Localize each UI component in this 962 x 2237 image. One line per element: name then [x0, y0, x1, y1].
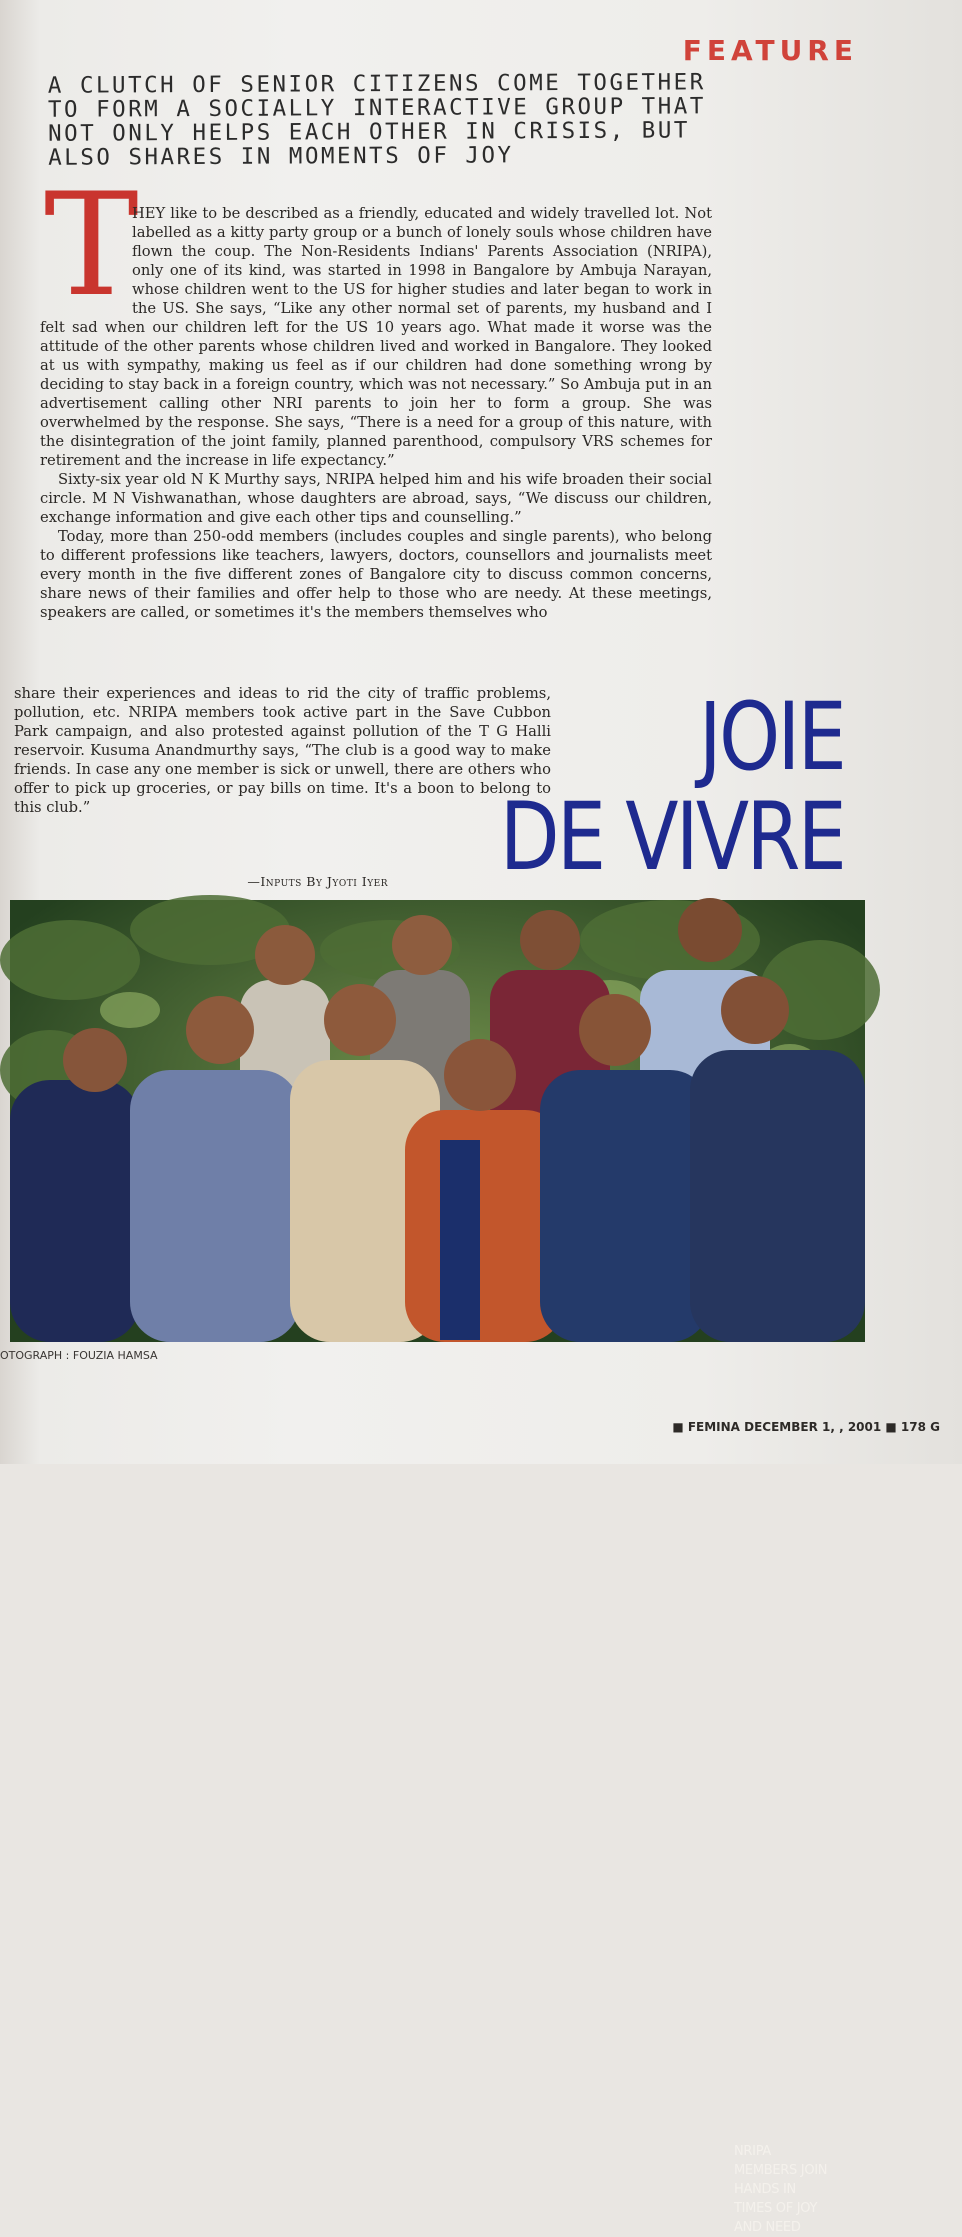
caption-line: MEMBERS JOIN — [734, 2163, 828, 2178]
deck-line: NOT ONLY HELPS EACH OTHER IN CRISIS, BUT — [47, 117, 690, 147]
section-label: FEATURE — [682, 34, 858, 67]
deck-subheadline — [48, 70, 728, 170]
deck-line: A CLUTCH OF SENIOR CITIZENS COME TOGETHER — [47, 69, 706, 99]
caption-line: HANDS IN — [734, 2182, 796, 2197]
paragraph-text: HEY like to be described as a friendly, educated and widely travelled lot. Not labelled as a kitty party group or a bunch of lonely souls whose children have flown the coup. The Non-Residents Indians' Parents Association (NRIPA), only one of its kind, was started in 1998 in Bangalore by Ambuja Narayan, whose children went to the US for higher studies and later began to work in the US. She says, “Like any other normal set of parents, my husband and I felt sad when our children left for the US 10 years ago. What made it worse was the attitude of the other parents whose children lived and worked in Bangalore. They looked at us with sympathy, making us feel as if our children had done something wrong by deciding to stay back in a foreign country, which was not necessary.” So Ambuja put in an advertisement calling other NRI parents to join her to form a group. She was overwhelmed by the response. She says, “There is a need for a group of this nature, with the disintegration of the joint family, planned parenthood, compulsory VRS schemes for retirement and the increase in life expectancy.” — [40, 205, 712, 469]
article-paragraph: share their experiences and ideas to rid the city of traffic problems, pollution, etc. NRIPA members took active part in the Save Cubbon Park campaign, and also protested against pollution of the T G Halli reservoir. Kusuma Anandmurthy says, “The club is a good way to make friends. In case any one member is sick or unwell, there are others who offer to pick up groceries, or pay bills on time. It's a boon to belong to this club.” — [14, 685, 551, 816]
article-body — [40, 204, 712, 622]
article-paragraph: Sixty-six year old N K Murthy says, NRIPA helped him and his wife broaden their social circle. M N Vishwanathan, whose daughters are abroad, says, “We discuss our children, exchange information and give each other tips and counselling.” — [40, 471, 712, 526]
drop-cap: T — [44, 163, 139, 328]
headline-line: DE VIVRE — [499, 783, 844, 892]
deck-line: ALSO SHARES IN MOMENTS OF JOY — [48, 142, 514, 171]
photo-caption — [734, 2142, 864, 2237]
headline — [448, 683, 844, 892]
caption-line: NRIPA — [734, 2144, 771, 2159]
caption-line: TIMES OF JOY — [734, 2201, 818, 2216]
headline-line: JOIE — [698, 683, 844, 792]
byline-credit: —Inputs By Jyoti Iyer — [247, 874, 388, 889]
article-paragraph: Today, more than 250-odd members (includes couples and single parents), who belong to different professions like teachers, lawyers, doctors, counsellors and journalists meet every month in the five different zones of Bangalore city to discuss common concerns, share news of their families and offer help to those who are needy. At these meetings, speakers are called, or sometimes it's the members themselves who — [40, 528, 712, 621]
page-folio: ■ FEMINA DECEMBER 1, , 2001 ■ 178 G — [672, 1420, 940, 1434]
group-photo-illustration — [10, 900, 865, 1342]
deck-line: TO FORM A SOCIALLY INTERACTIVE GROUP THAT — [47, 93, 706, 123]
photo-credit: OTOGRAPH : FOUZIA HAMSA — [0, 1349, 158, 1362]
article-paragraph — [40, 204, 712, 470]
caption-line: AND NEED — [734, 2220, 801, 2235]
